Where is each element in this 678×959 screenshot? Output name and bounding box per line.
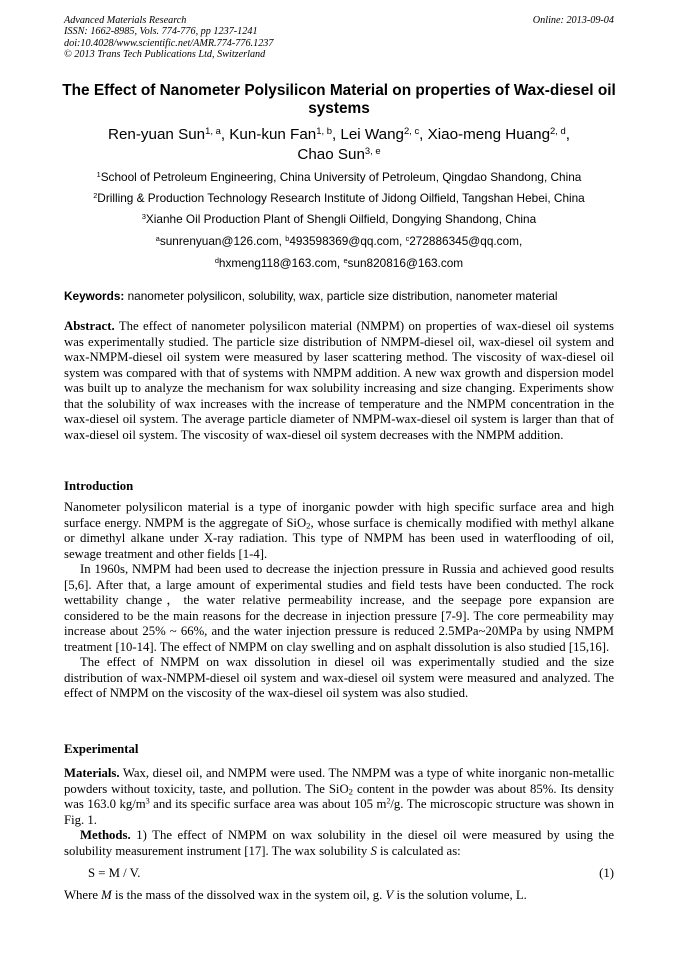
section-heading-introduction: Introduction bbox=[64, 479, 134, 493]
email-sup: b bbox=[285, 233, 290, 243]
affiliation-2 bbox=[40, 191, 638, 205]
email-sup: c bbox=[405, 233, 410, 243]
email-line-2 bbox=[40, 256, 638, 270]
online-date: Online: 2013-09-04 bbox=[532, 15, 614, 26]
email-b: 493598369@qq.com, bbox=[289, 234, 403, 248]
author-name: Kun-kun Fan bbox=[229, 126, 317, 143]
doi-line: doi:10.4028/www.scientific.net/AMR.774-776.1237 bbox=[64, 37, 274, 49]
variable: S bbox=[370, 843, 377, 858]
variable: M bbox=[101, 888, 112, 902]
email-d: hxmeng118@163.com, bbox=[218, 256, 341, 270]
paragraph-text: , whose surface is chemically modified with methyl alkane or dimethyl alkane under X-ray radiation. This type of NMPM has been used in waterflooding of oil, sewage treatment and other fields [1-4]. bbox=[64, 515, 614, 561]
affiliation-text: Drilling & Production Technology Research Institute of Jidong Oilfield, Tangshan Hebei, China bbox=[97, 191, 585, 205]
paragraph: The effect of NMPM on wax dissolution in diesel oil was experimentally studied and the size distribution of wax-NMPM-diesel oil system and wax-diesel oil system were measured and analyzed. The effect of NMPM on the viscosity of the wax-diesel oil system was also studied. bbox=[64, 655, 614, 700]
keywords-text: nanometer polysilicon, solubility, wax, particle size distribution, nanometer material bbox=[127, 289, 558, 303]
author-name: Ren-yuan Sun bbox=[108, 126, 206, 143]
author-sup: 2, d bbox=[550, 124, 566, 136]
equation-number: (1) bbox=[599, 866, 614, 880]
author-name: Xiao-meng Huang bbox=[427, 126, 551, 143]
paragraph: In 1960s, NMPM had been used to decrease the injection pressure in Russia and achieved good results [5,6]. After that, a large amount of experimental studies and field tests have been conducted. The rock wettability change，the water relative permeability increase, and the seepage pore expansion are considered to be the main reasons for the decrease in injection pressure [7-9]. The core permeability may increase about 25% ~ 66%, and the water injection pressure is reduced 2.5MPa~20MPa by using NMPM treatment [10-14]. The effect of NMPM on clay swelling and on asphalt dissolution is also studied [15,16]. bbox=[64, 562, 614, 654]
email-e: sun820816@163.com bbox=[347, 256, 464, 270]
abstract-label: Abstract. bbox=[64, 319, 115, 333]
email-a: sunrenyuan@126.com, bbox=[159, 234, 282, 248]
paragraph-text: /g. The microscopic structure was shown in Fig. 1. bbox=[64, 797, 615, 827]
abstract bbox=[64, 319, 614, 443]
paragraph bbox=[64, 500, 614, 562]
copyright-line: © 2013 Trans Tech Publications Ltd, Switzerland bbox=[64, 48, 266, 60]
author-name: Lei Wang bbox=[340, 126, 404, 143]
paragraph-text: is the mass of the dissolved wax in the system oil, g. bbox=[111, 888, 386, 902]
subscript: 2 bbox=[348, 786, 353, 797]
equation-explanation bbox=[64, 888, 614, 904]
email-sup: a bbox=[155, 233, 160, 243]
author-sup: 1, a bbox=[205, 124, 221, 136]
journal-name: Advanced Materials Research bbox=[64, 15, 187, 26]
introduction-body bbox=[64, 500, 614, 702]
materials-label: Materials. bbox=[64, 766, 120, 780]
paragraph-text: Where bbox=[64, 888, 102, 902]
email-sup: d bbox=[214, 255, 219, 265]
paragraph-text: is calculated as: bbox=[376, 843, 461, 858]
author-name: Chao Sun bbox=[297, 145, 365, 163]
affiliation-text: School of Petroleum Engineering, China University of Petroleum, Qingdao Shandong, China bbox=[100, 170, 582, 184]
paper-title: The Effect of Nanometer Polysilicon Material on properties of Wax-diesel oil systems bbox=[62, 82, 616, 117]
section-heading-experimental: Experimental bbox=[64, 742, 139, 756]
superscript: 3 bbox=[145, 796, 150, 806]
affiliation-sup: 2 bbox=[93, 190, 98, 200]
subscript: 2 bbox=[306, 520, 311, 531]
abstract-text: The effect of nanometer polysilicon material (NMPM) on properties of wax-diesel oil systems was experimentally studied. The particle size distribution of NMPM-diesel oil, wax-diesel oil system and wax-NMPM-diesel oil system were measured by laser scattering method. The viscosity of wax-diesel oil system was compared with that of systems with NMPM addition. A new wax growth and dispersion model was built up to analyze the mechanism for wax solubility increasing and size changing. Experiments show that the solubility of wax increases with the increase of temperature and the NMPM concentration in the wax-diesel oil system. The average particle diameter of NMPM-wax-diesel oil system is larger than that of wax-diesel oil system. The viscosity of wax-diesel oil system decreases with the NMPM addition. bbox=[64, 319, 614, 442]
author-list: Ren-yuan Sun$^{1, a}$, Kun-kun Fan$^{1, b}$, Lei Wang$^{2, c}$, Xiao-meng Huang$^{2, d}$, Chao Sun$^{3, e}$ bbox=[108, 124, 570, 163]
email-line-1 bbox=[40, 234, 638, 248]
journal-header bbox=[64, 15, 273, 60]
equation-1 bbox=[64, 866, 614, 882]
paragraph-text: 1) The effect of NMPM on wax solubility in the diesel oil were measured by using the solubility measurement instrument [17]. The wax solubility bbox=[64, 828, 615, 858]
methods-label: Methods. bbox=[80, 828, 131, 842]
author-sup: 3, e bbox=[364, 144, 381, 156]
email-c: 272886345@qq.com, bbox=[409, 234, 523, 248]
affiliation-sup: 1 bbox=[96, 169, 101, 179]
affiliation-3 bbox=[40, 212, 638, 226]
affiliation-text: Xianhe Oil Production Plant of Shengli Oilfield, Dongying Shandong, China bbox=[145, 212, 537, 226]
author-sup: 2, c bbox=[404, 124, 420, 136]
paragraph-text: content in the powder was about 85%. Its density was 163.0 kg/m bbox=[64, 781, 614, 811]
equation-text: S = M / V. bbox=[88, 866, 141, 880]
variable: V bbox=[385, 888, 394, 902]
paragraph bbox=[64, 828, 614, 859]
affiliation-sup: 3 bbox=[141, 211, 146, 221]
paragraph-text: Wax, diesel oil, and NMPM were used. The NMPM was a type of white inorganic non-metallic powders without toxicity, taste, and pollution. The SiO bbox=[64, 766, 614, 796]
paragraph-text: Nanometer polysilicon material is a type of inorganic powder with high specific surface area and high surface energy. NMPM is the aggregate of SiO bbox=[64, 500, 614, 530]
author-sup: 1, b bbox=[316, 124, 332, 136]
keywords bbox=[64, 289, 616, 303]
paragraph bbox=[64, 766, 614, 828]
paragraph-text: is the solution volume, L. bbox=[393, 888, 527, 902]
keywords-label: Keywords: bbox=[64, 289, 125, 303]
experimental-body bbox=[64, 766, 614, 859]
issn-line: ISSN: 1662-8985, Vols. 774-776, pp 1237-1241 bbox=[64, 26, 258, 38]
paragraph-text: and its specific surface area was about 105 m bbox=[149, 797, 387, 811]
affiliation-1 bbox=[40, 170, 638, 184]
superscript: 2 bbox=[386, 796, 391, 806]
email-sup: e bbox=[343, 255, 348, 265]
